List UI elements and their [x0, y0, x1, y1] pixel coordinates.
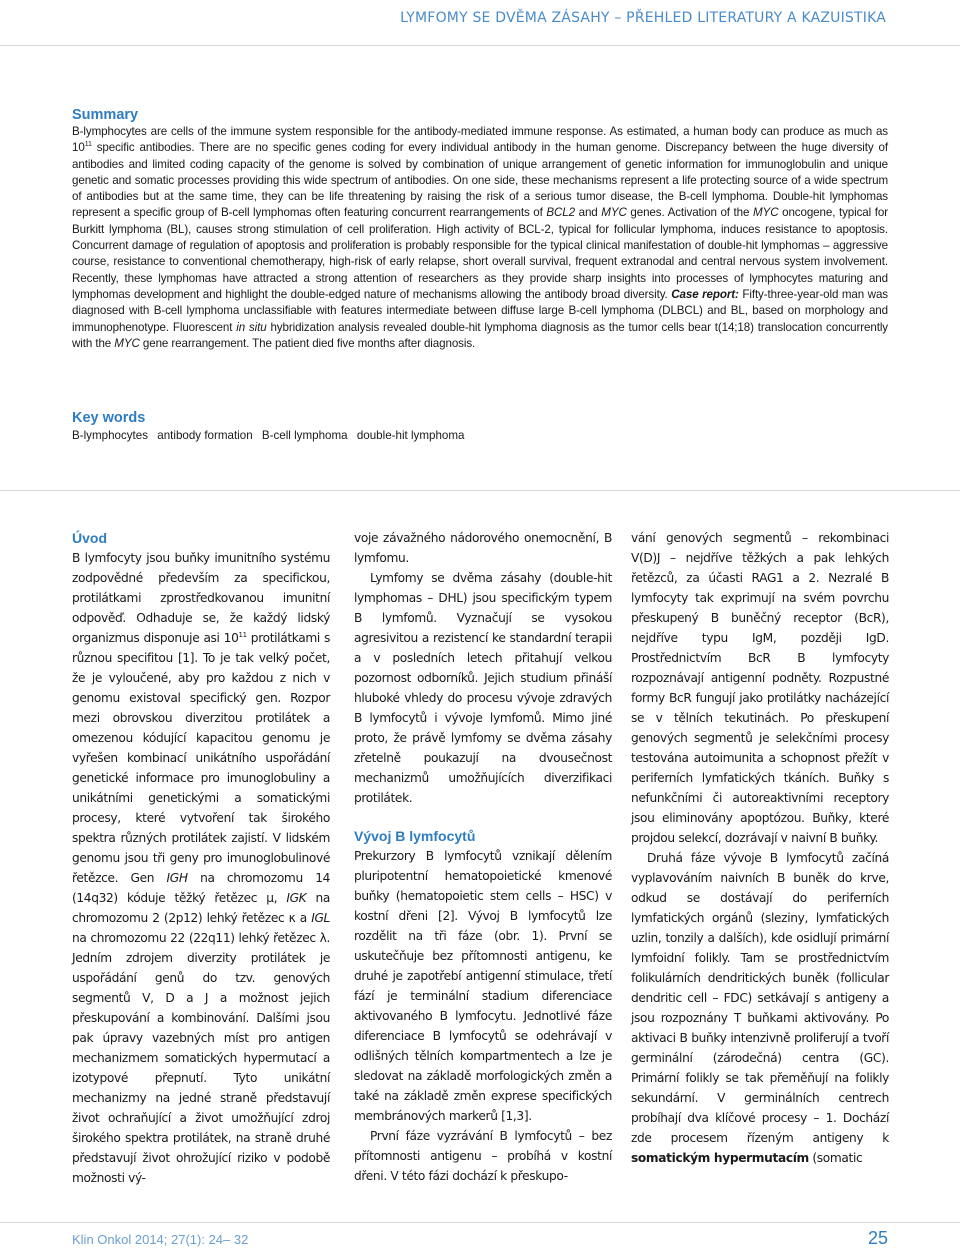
paragraph: Lymfomy se dvěma zásahy (double-hit lymphomas – DHL) jsou specifickým typem B lymfomů. Vyznačují se vysokou agresivitou a rezistencí ke standardní terapii a v posledních letech přitahují velkou pozornost odborníků. Jejich studium přináší hluboké vhledy do procesu vývoje zdravých B lymfocytů i vývoje lymfomů. Mimo jiné proto, že právě lymfomy se dvěma zásahy zřetelně poukazují na dvousečnost mechanizmů umožňujících diverzifikaci protilátek. [354, 571, 612, 805]
column-2 [354, 528, 612, 1186]
section-divider [0, 490, 960, 491]
column-3 [631, 528, 889, 1168]
summary-text: B-lymphocytes are cells of the immune system responsible for the antibody-mediated immune response. As estimated, a human body can produce as much as $10^{11}$ specific antibodies. There are no specific genes coding for every individual antibody in the human genome. Discrepancy between the huge diversity of antibodies and limited coding capacity of the genome is solved by combination of unique arrangement of genetic information for immunoglobulin and unique genetic and somatic processes providing this wide spectrum of antibodies. On one side, these mechanisms represent a life protecting source of a wide spectrum of antibodies but at the same time, they can be life threatening by raising the risk of a serious tumor disease, the B-cell lymphoma. Double-hit lymphomas represent a specific group of B-cell lymphomas often featuring concurrent rearrangements of BCL2 and MYC genes. Activation of the MYC oncogene, typical for Burkitt lymphoma (BL), causes strong stimulation of cell proliferation. High activity of BCL-2, typical for follicular lymphoma, induces resistance to apoptosis. Concurrent damage of regulation of apoptosis and proliferation is probably responsible for the typical clinical manifestation of double-hit lymphomas – aggressive course, resistance to conventional chemotherapy, high-risk of early relapse, short overall survival, frequent extranodal and central nervous system involvement. Recently, these lymphomas have attracted a strong attention of researchers as they provide sharp insights into processes of lymphocytes maturing and lymphomas development and highlight the double-edged nature of mechanisms allowing the antibody broad diversity. Case report: Fifty-three-year-old man was diagnosed with B-cell lymphoma unclassifiable with features intermediate between diffuse large B-cell lymphoma (DLBCL) and BL, based on morphology and immunophenotype. Fluorescent in situ hybridization analysis revealed double-hit lymphoma diagnosis as the tumor cells bear t(14;18) translocation concurrently with the MYC gene rearrangement. The patient died five months after diagnosis. [72, 125, 889, 350]
uvod-text: B lymfocyty jsou buňky imunitního systému zodpovědné především za specifickou, protilátkami zprostředkovanou imunitní odpověď. Odhaduje se, že každý lidský organizmus disponuje asi $10^{11}$ protilátkami s různou specifitou [1]. To je tak velký počet, že je vyloučené, aby pro každou z nich v genomu existoval specifický gen. Rozpor mezi obrovskou diverzitou protilátek a omezenou kódující kapacitou genomu je vyřešen kombinací unikátního uspořádání genetické informace pro imunoglobuliny a unikátními genetickými a somatickými procesy, které vytvoření tak širokého spektra různých protilátek zajistí. V lidském genomu jsou tři geny pro imunoglobulinové řetězce. Gen IGH na chromozomu 14 (14q32) kóduje těžký řetězec µ, IGK na chromozomu 2 (2p12) lehký řetězec κ a IGL na chromozomu 22 (22q11) lehký řetězec λ. Jedním zdrojem diverzity protilátek je uspořádání genů do tzv. genových segmentů V, D a J a možnost jejich přeskupování a kombinování. Dalšími jsou pak úpravy vazebných míst pro antigen mechanizmem somatických hypermutací a izotypové přepnutí. Tyto unikátní mechanizmy na jedné straně představují život ochraňující a život umožňující zdroj širokého spektra protilátek, na straně druhé představují život ohrožující riziko v podobě možnosti vý- [72, 551, 331, 1185]
keyword-item: B-cell lymphoma [261, 429, 348, 442]
keywords-list [72, 428, 888, 444]
paragraph: Prekurzory B lymfocytů vznikají dělením pluripotentní hematopoietické kmenové buňky (hematopoietic stem cells – HSC) v kostní dřeni [2]. Vývoj B lymfocytů lze rozdělit na tři fáze (obr. 1). První se uskutečňuje bez přítomnosti antigenu, ke druhé je zapotřebí antigenní stimulace, třetí fází je terminální stadium diferenciace aktivovaného B lymfocytu. Jednotlivé fáze diferenciace B lymfocytů se odehrávají v odlišných tělních kompartmentech a lze je sledovat na základě morfologických změn a také na základě změn exprese specifických membránových markerů [1,3]. [354, 849, 612, 1123]
keyword-item: double-hit lymphoma [356, 429, 465, 442]
summary-heading: Summary [72, 107, 139, 123]
vyvoj-heading: Vývoj B lymfocytů [354, 828, 476, 844]
keywords-section [72, 410, 888, 444]
column-1 [72, 528, 330, 1188]
paragraph: vání genových segmentů – rekombinaci V(D)J – nejdříve těžkých a pak lehkých řetězců, za účasti RAG1 a 2. Nezralé B lymfocyty tak exprimují na svém povrchu přeskupený B buněčný receptor (BcR), nejdříve typu IgM, později IgD. Prostřednictvím BcR B lymfocyty rozpoznávají antigenní podněty. Rozpustné formy BcR fungují jako protilátky nacházející se v tělních tekutinách. Po přeskupení genových segmentů je selekčními procesy testována autoimunita a schopnost přežít v periferních lymfatických tkáních. Buňky s nefunkčními či autoreaktivními receptory jsou eliminovány apoptózou. Buňky, které projdou selekcí, dozrávají v naivní B buňky. [631, 531, 889, 845]
keywords-heading: Key words [72, 410, 146, 426]
header-divider [0, 45, 960, 46]
journal-citation: Klin Onkol 2014; 27(1): 24– 32 [72, 1232, 249, 1247]
keyword-item: antibody formation [157, 429, 253, 442]
page-number: 25 [867, 1228, 888, 1248]
uvod-heading: Úvod [72, 530, 107, 546]
paragraph: První fáze vyzrávání B lymfocytů – bez přítomnosti antigenu – probíhá v kostní dřeni. V této fázi dochází k přeskupo- [354, 1129, 612, 1183]
summary-section [72, 107, 888, 352]
paragraph: voje závažného nádorového onemocnění, B lymfomu. [354, 531, 612, 565]
keyword-item: B-lymphocytes [72, 429, 149, 442]
footer-divider [0, 1222, 960, 1223]
paragraph: Druhá fáze vývoje B lymfocytů začíná vyplavováním naivních B buněk do krve, odkud se dostávají do periferních lymfatických orgánů (sleziny, lymfatických uzlin, tonzily a dalších), kde osidlují primární lymfoidní folikly. Tam se prostřednictvím folikulárních dendritických buněk (follicular dendritic cell – FDC) setkávají s antigeny a jsou rozpoznány T buňkami aktivovány. Po aktivaci B buňky intenzivně proliferují a tvoří germinální (zárodečná) centra (GC). Primární folikly se tak přeměňují na folikly sekundární. V germinálních centrech probíhají dva klíčové procesy – 1. Dochází zde procesem řízeným antigeny k somatickým hypermutacím (somatic [631, 851, 889, 1165]
running-header: LYMFOMY SE DVĚMA ZÁSAHY – PŘEHLED LITERATURY A KAZUISTIKA [400, 10, 886, 26]
